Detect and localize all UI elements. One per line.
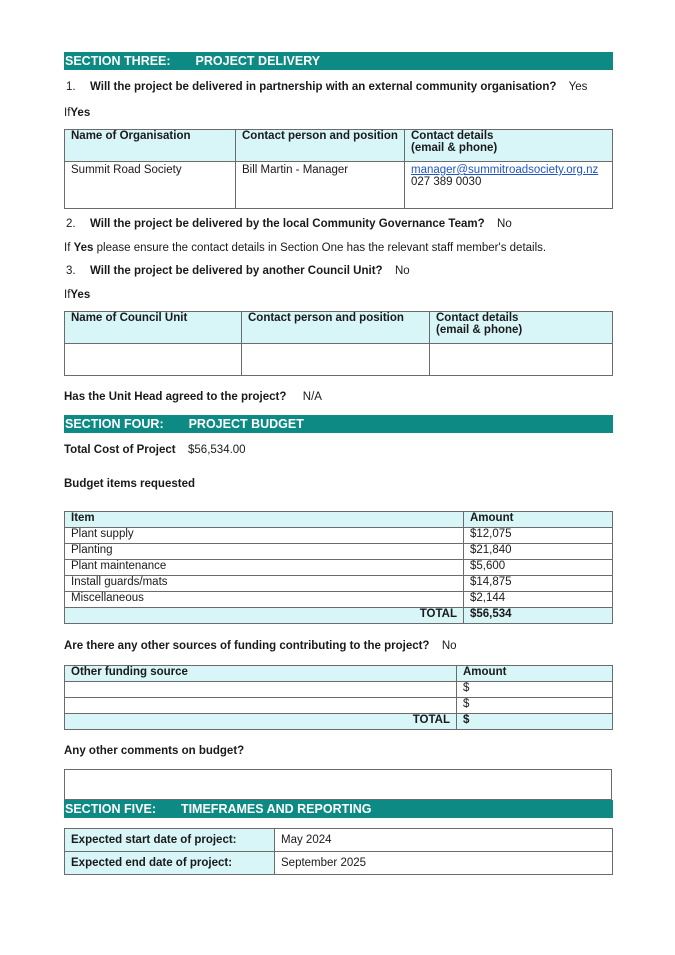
budget-items-table [64,511,613,624]
if-text: If [64,107,71,119]
question-text: Will the project be delivered in partnership with an external community organisation? [90,81,557,93]
col-header-contact-details [405,130,613,162]
start-date-label: Expected start date of project: [65,829,275,852]
contact-person: Bill Martin - Manager [236,162,405,209]
section-title: PROJECT DELIVERY [195,54,321,68]
end-date-value[interactable]: September 2025 [275,852,613,875]
item-cell: Plant maintenance [65,560,464,576]
question-text: Will the project be delivered by the local Community Governance Team? [90,218,485,230]
question-2-note [64,242,546,254]
col-header-contact-person: Contact person and position [242,312,430,344]
organisation-name: Summit Road Society [65,162,236,209]
table-row [65,682,613,698]
contact-person-cell[interactable] [242,344,430,376]
section-title: TIMEFRAMES AND REPORTING [180,802,372,816]
comments-label: Any other comments on budget? [64,745,245,757]
amount-cell[interactable]: $ [457,682,613,698]
question-answer: No [394,265,410,277]
section-three-header [64,52,613,70]
question-1 [66,81,587,93]
note-yes: Yes [73,242,94,254]
question-text: Are there any other sources of funding contributing to the project? [64,640,430,652]
question-text: Has the Unit Head agreed to the project? [64,391,287,403]
item-cell: Miscellaneous [65,592,464,608]
table-row [65,592,613,608]
total-cost [64,444,246,456]
table-row [65,162,613,209]
amount-cell: $21,840 [464,544,613,560]
question-answer: No [441,640,457,652]
partner-organisation-table [64,129,613,209]
question-number: 1. [66,81,76,93]
unit-head-question [64,391,322,403]
contact-details-label: Contact details [411,130,494,142]
council-unit-cell[interactable] [65,344,242,376]
total-label: TOTAL [65,714,457,730]
table-row [65,698,613,714]
funding-source-cell[interactable] [65,698,457,714]
table-row [65,829,613,852]
table-row [65,576,613,592]
item-cell: Install guards/mats [65,576,464,592]
total-value: $ [457,714,613,730]
council-unit-table [64,311,613,376]
question-answer: N/A [302,391,322,403]
yes-text: Yes [70,107,91,119]
table-row [65,560,613,576]
section-number: SECTION FIVE: [65,802,156,816]
section-title: PROJECT BUDGET [188,417,304,431]
question-answer: Yes [568,81,588,93]
contact-details-sub-label: (email & phone) [436,324,523,336]
item-cell: Planting [65,544,464,560]
contact-details-sub-label: (email & phone) [411,142,498,154]
yes-text: Yes [70,289,91,301]
end-date-label: Expected end date of project: [65,852,275,875]
note-if: If [64,242,71,254]
email-link[interactable]: manager@summitroadsociety.org.nz [411,164,599,176]
timeframes-table [64,828,613,875]
total-row [65,608,613,624]
table-row [65,852,613,875]
total-row [65,714,613,730]
if-yes-label-2 [64,289,90,301]
amount-cell: $12,075 [464,528,613,544]
question-2 [66,218,512,230]
item-cell: Plant supply [65,528,464,544]
if-yes-label [64,107,90,119]
question-3 [66,265,410,277]
contact-details-label: Contact details [436,312,519,324]
total-value: $56,534 [464,608,613,624]
table-row [65,544,613,560]
total-cost-label: Total Cost of Project [64,444,176,456]
question-text: Will the project be delivered by another Council Unit? [90,265,383,277]
col-header-amount: Amount [464,512,613,528]
question-answer: No [497,218,512,230]
contact-details [405,162,613,209]
table-row [65,344,613,376]
other-funding-table [64,665,613,730]
amount-cell[interactable]: $ [457,698,613,714]
budget-items-label: Budget items requested [64,478,195,490]
start-date-value[interactable]: May 2024 [275,829,613,852]
other-funding-question [64,640,457,652]
col-header-contact-details [430,312,613,344]
funding-source-cell[interactable] [65,682,457,698]
col-header-item: Item [65,512,464,528]
amount-cell: $5,600 [464,560,613,576]
section-number: SECTION FOUR: [65,417,164,431]
section-five-header [64,800,613,818]
amount-cell: $2,144 [464,592,613,608]
total-cost-value: $56,534.00 [188,444,246,456]
section-number: SECTION THREE: [65,54,171,68]
section-four-header [64,415,613,433]
table-row [65,528,613,544]
col-header-council-unit: Name of Council Unit [65,312,242,344]
col-header-funding-source: Other funding source [65,666,457,682]
col-header-contact-person: Contact person and position [236,130,405,162]
question-number: 2. [66,218,76,230]
if-text: If [64,289,71,301]
col-header-organisation: Name of Organisation [65,130,236,162]
amount-cell: $14,875 [464,576,613,592]
note-text: please ensure the contact details in Section One has the relevant staff member's details. [96,242,547,254]
total-label: TOTAL [65,608,464,624]
col-header-amount: Amount [457,666,613,682]
question-number: 3. [66,265,76,277]
comments-box[interactable] [64,769,612,800]
contact-details-cell[interactable] [430,344,613,376]
phone-number: 027 389 0030 [411,176,482,188]
